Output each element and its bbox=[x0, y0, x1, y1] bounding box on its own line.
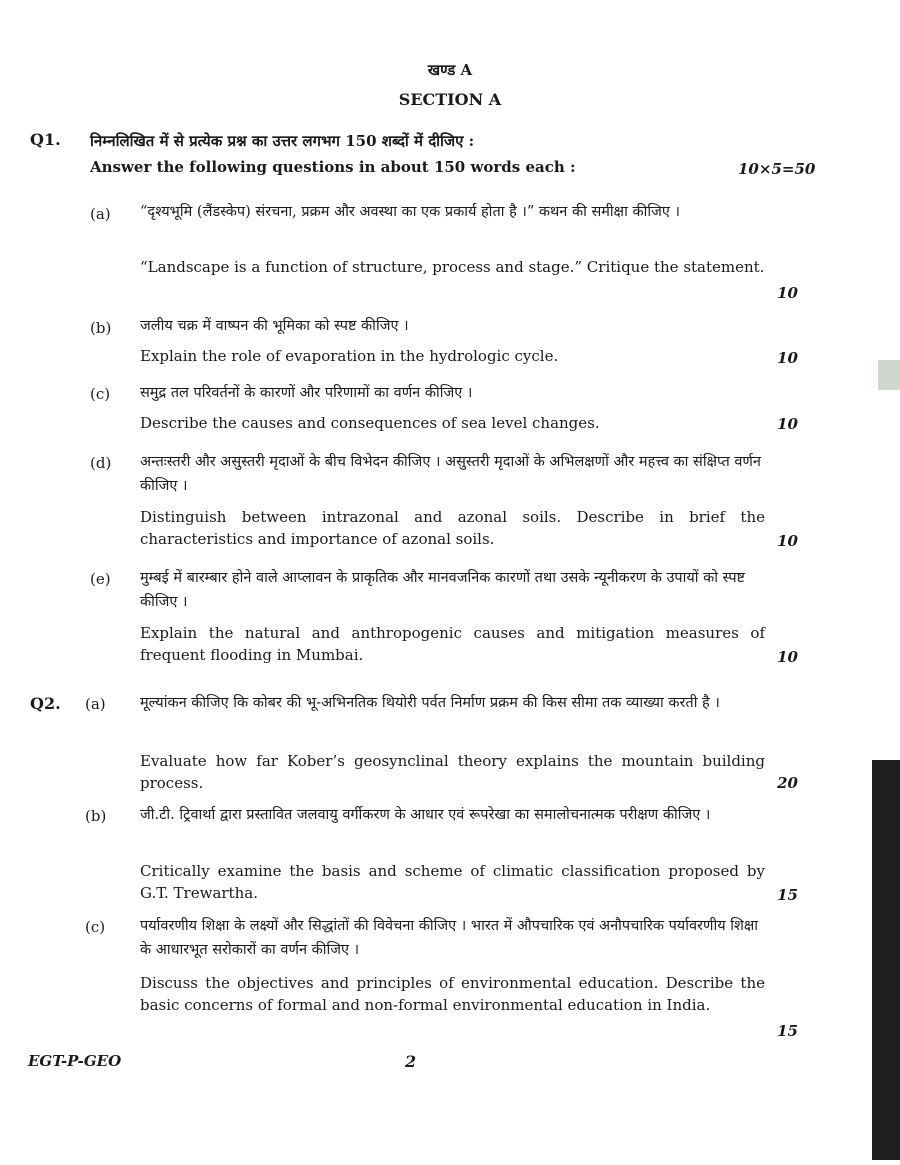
part-marks: 10 bbox=[777, 349, 798, 367]
part-text-hindi: जलीय चक्र में वाष्पन की भूमिका को स्पष्ट कीजिए । bbox=[140, 318, 409, 334]
part-text-english: Evaluate how far Kober’s geosynclinal theory explains the mountain building process. bbox=[140, 752, 765, 792]
question-number-q2: Q2. bbox=[30, 694, 61, 713]
part-marks: 10 bbox=[777, 532, 798, 550]
part-marks: 20 bbox=[777, 774, 798, 792]
part-label: (b) bbox=[90, 319, 112, 337]
part-label: (d) bbox=[90, 454, 112, 472]
part-marks: 15 bbox=[777, 1022, 798, 1040]
part-marks: 15 bbox=[777, 886, 798, 904]
question-number-q1: Q1. bbox=[30, 130, 61, 149]
scan-edge-mark bbox=[878, 360, 900, 390]
part-text-english: Explain the natural and anthropogenic causes and mitigation measures of frequent flooding in Mumbai. bbox=[140, 624, 765, 664]
part-text-hindi: मुम्बई में बारम्बार होने वाले आप्लावन के प्राकृतिक और मानवजनिक कारणों तथा उसके न्यूनीकरण के उपायों को स्पष्ट कीजिए । bbox=[140, 570, 746, 610]
part-label: (a) bbox=[90, 205, 111, 223]
part-marks: 10 bbox=[777, 284, 798, 302]
part-text-english: Discuss the objectives and principles of environmental education. Describe the basic concerns of formal and non-formal environmental education in India. bbox=[140, 974, 765, 1014]
part-text-english: Critically examine the basis and scheme of climatic classification proposed by G.T. Trewartha. bbox=[140, 862, 765, 902]
part-label: (c) bbox=[85, 918, 106, 936]
section-heading: SECTION A bbox=[398, 90, 502, 109]
part-label: (b) bbox=[85, 807, 107, 825]
scan-edge-shadow bbox=[872, 760, 900, 1160]
part-label: (c) bbox=[90, 385, 111, 403]
part-text-english: Distinguish between intrazonal and azonal soils. Describe in brief the characteristics and importance of azonal soils. bbox=[140, 508, 765, 548]
paper-code: EGT-P-GEO bbox=[28, 1052, 122, 1070]
part-text-english: “Landscape is a function of structure, process and stage.” Critique the statement. bbox=[140, 258, 765, 276]
part-marks: 10 bbox=[777, 648, 798, 666]
q1-total-marks: 10×5=50 bbox=[738, 160, 816, 178]
part-text-hindi: समुद्र तल परिवर्तनों के कारणों और परिणामों का वर्णन कीजिए । bbox=[140, 385, 473, 401]
part-text-hindi: “दृश्यभूमि (लैंडस्केप) संरचना, प्रक्रम और अवस्था का एक प्रकार्य होता है ।” कथन की समीक्षा कीजिए । bbox=[140, 204, 680, 220]
q1-instruction-hindi: निम्नलिखित में से प्रत्येक प्रश्न का उत्तर लगभग 150 शब्दों में दीजिए : bbox=[90, 132, 475, 150]
part-text-english: Describe the causes and consequences of sea level changes. bbox=[140, 414, 600, 432]
part-text-hindi: मूल्यांकन कीजिए कि कोबर की भू-अभिनतिक थियोरी पर्वत निर्माण प्रक्रम की किस सीमा तक व्याख्या करती है । bbox=[140, 695, 720, 711]
part-label: (a) bbox=[85, 695, 106, 713]
part-text-english: Explain the role of evaporation in the hydrologic cycle. bbox=[140, 347, 559, 365]
khand-heading: खण्ड A bbox=[427, 61, 473, 79]
part-text-hindi: पर्यावरणीय शिक्षा के लक्ष्यों और सिद्धांतों की विवेचना कीजिए । भारत में औपचारिक एवं अनौपचारिक पर्यावरणीय शिक्षा के आधारभूत सरोकारों का वर्णन कीजिए । bbox=[140, 918, 758, 958]
q1-instruction-english: Answer the following questions in about 150 words each : bbox=[90, 158, 576, 176]
part-label: (e) bbox=[90, 570, 111, 588]
page-number: 2 bbox=[405, 1052, 417, 1071]
part-marks: 10 bbox=[777, 415, 798, 433]
part-text-hindi: जी.टी. ट्रिवार्था द्वारा प्रस्तावित जलवायु वर्गीकरण के आधार एवं रूपरेखा का समालोचनात्मक परीक्षण कीजिए । bbox=[140, 807, 711, 823]
part-text-hindi: अन्तःस्तरी और असुस्तरी मृदाओं के बीच विभेदन कीजिए । असुस्तरी मृदाओं के अभिलक्षणों और महत्त्व का संक्षिप्त वर्णन कीजिए । bbox=[140, 454, 761, 494]
